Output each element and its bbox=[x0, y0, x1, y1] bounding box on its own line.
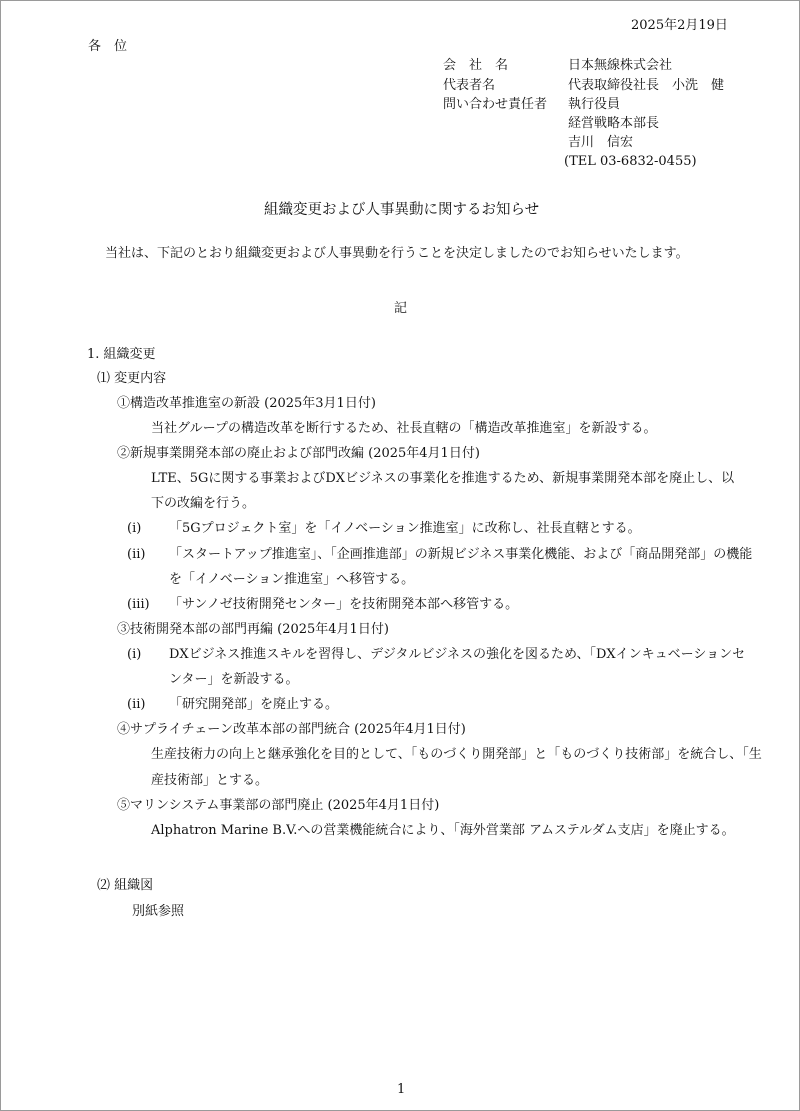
document-title: 組織変更および人事異動に関するお知らせ bbox=[264, 202, 540, 218]
intro-paragraph: 当社は、下記のとおり組織変更および人事異動を行うことを決定しましたのでお知らせいたします。 bbox=[105, 246, 689, 261]
subitem-mark: (ⅱ) bbox=[127, 697, 146, 712]
page-number: 1 bbox=[397, 1082, 406, 1097]
item-heading: ④サプライチェーン改革本部の部門統合 (2025年4月1日付) bbox=[117, 722, 466, 737]
subitem-mark: (ⅰ) bbox=[127, 521, 142, 536]
addressee: 各 位 bbox=[88, 39, 128, 54]
subitem-line: を「イノベーション推進室」へ移管する。 bbox=[169, 572, 415, 587]
representative-value: 代表取締役社長 小洗 健 bbox=[568, 78, 725, 93]
item-heading: ③技術開発本部の部門再編 (2025年4月1日付) bbox=[117, 622, 389, 637]
representative-label: 代表者名 bbox=[443, 78, 496, 93]
subitem-line: 「スタートアップ推進室」、「企画推進部」の新規ビジネス事業化機能、および「商品開発部」の機能 bbox=[169, 547, 753, 562]
subitem-line: 「サンノゼ技術開発センター」を技術開発本部へ移管する。 bbox=[169, 597, 519, 612]
item-body-line: 生産技術力の向上と継承強化を目的として、「ものづくり開発部」と「ものづくり技術部」を統合し、「生 bbox=[151, 747, 762, 762]
contact-label: 問い合わせ責任者 bbox=[443, 97, 548, 112]
item-body-line: Alphatron Marine B.V.への営業機能統合により、「海外営業部 アムステルダム支店」を廃止する。 bbox=[151, 823, 735, 838]
company-label: 会 社 名 bbox=[443, 58, 509, 73]
subitem-mark: (ⅲ) bbox=[127, 597, 150, 612]
item-body-line: 下の改編を行う。 bbox=[151, 496, 256, 511]
item-body-line: 当社グループの構造改革を断行するため、社長直轄の「構造改革推進室」を新設する。 bbox=[151, 421, 657, 436]
date: 2025年2月19日 bbox=[631, 18, 728, 33]
subsection-heading: ⑵ 組織図 bbox=[97, 878, 154, 893]
ki-marker: 記 bbox=[394, 301, 408, 316]
contact-line: 経営戦略本部長 bbox=[568, 116, 660, 131]
contact-line: 執行役員 bbox=[568, 97, 621, 112]
subitem-line: 「研究開発部」を廃止する。 bbox=[169, 697, 339, 712]
company-value: 日本無線株式会社 bbox=[568, 58, 673, 73]
contact-phone: (TEL 03-6832-0455) bbox=[564, 154, 697, 169]
subitem-line: 「5Gプロジェクト室」を「イノベーション推進室」に改称し、社長直轄とする。 bbox=[169, 521, 641, 536]
subitem-mark: (ⅰ) bbox=[127, 647, 142, 662]
item-heading: ⑤マリンシステム事業部の部門廃止 (2025年4月1日付) bbox=[117, 798, 440, 813]
item-body-line: 産技術部」とする。 bbox=[151, 773, 269, 788]
subitem-line: ンター」を新設する。 bbox=[169, 672, 299, 687]
subitem-mark: (ⅱ) bbox=[127, 547, 146, 562]
section-heading: 1. 組織変更 bbox=[87, 347, 156, 362]
item-body-line: LTE、5Gに関する事業およびDXビジネスの事業化を推進するため、新規事業開発本部を廃止し、以 bbox=[151, 471, 735, 486]
item-heading: ①構造改革推進室の新設 (2025年3月1日付) bbox=[117, 396, 376, 411]
subitem-line: DXビジネス推進スキルを習得し、デジタルビジネスの強化を図るため、「DXインキュベーションセ bbox=[169, 647, 746, 662]
subsection-heading: ⑴ 変更内容 bbox=[97, 371, 167, 386]
subsection-body: 別紙参照 bbox=[132, 904, 185, 919]
item-heading: ②新規事業開発本部の廃止および部門改編 (2025年4月1日付) bbox=[117, 446, 480, 461]
contact-line: 吉川 信宏 bbox=[568, 135, 634, 150]
